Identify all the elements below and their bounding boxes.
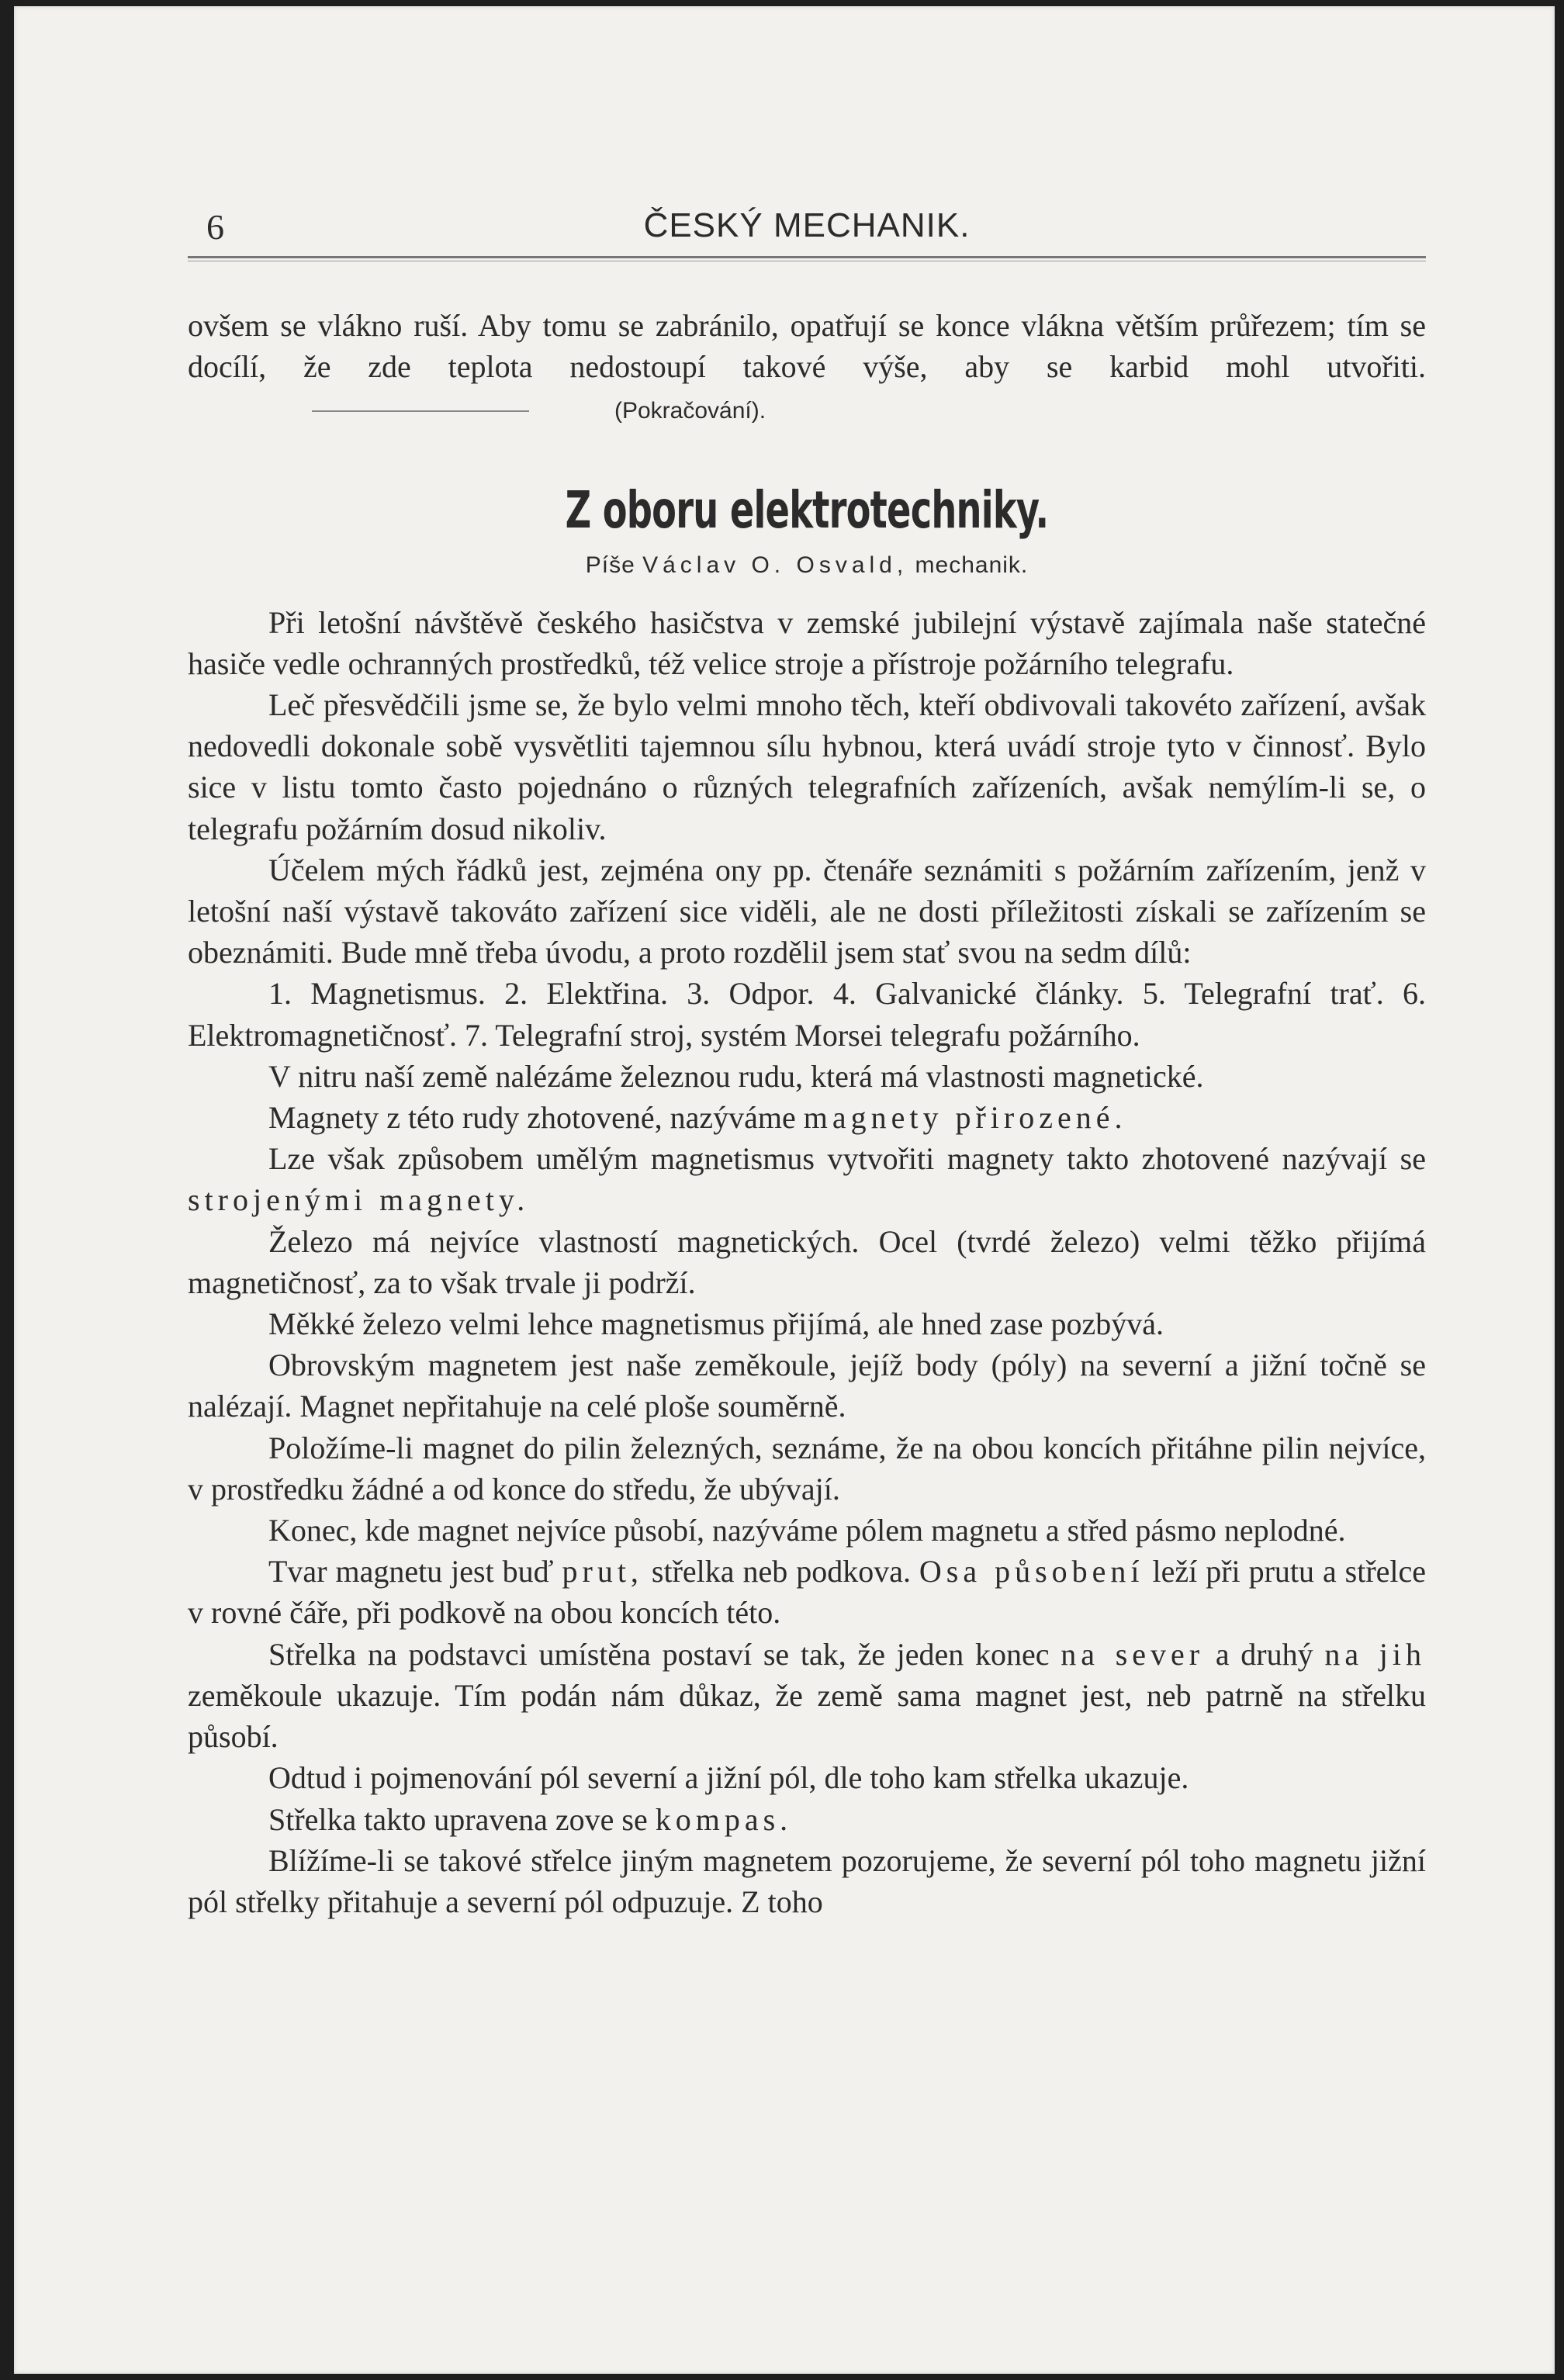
byline-prefix: Píše	[585, 552, 635, 578]
p14-emphasis-1: na sever	[1061, 1636, 1205, 1672]
paragraph-14	[188, 1634, 1426, 1758]
journal-title: ČESKÝ MECHANIK.	[643, 206, 971, 244]
article-title: Z oboru elektrotechniky.	[565, 479, 1049, 540]
paragraph-2: Leč přesvědčili jsme se, že bylo velmi mnoho těch, kteří obdivovali takovéto zařízení, avšak nedovedli dokonale sobě vysvětliti tajemnou sílu hybnou, která uvádí stroje tyto v činnosť. Bylo sice v listu tomto často pojednáno o různých telegrafních zařízeních, avšak nemýlím-li se, o telegrafu požárním dosud nikoliv.	[188, 687, 1426, 846]
page-number: 6	[206, 207, 225, 247]
p14-text-b: a druhý	[1215, 1636, 1313, 1672]
p14-text-a: Střelka na podstavci umístěna postaví se tak, že jeden konec	[268, 1636, 1050, 1672]
paragraph-6	[188, 1097, 1426, 1138]
p13-text-c: leží při prutu a střelce v rovné čáře, při podkově na obou koncích této.	[188, 1554, 1427, 1631]
paragraph-5: V nitru naší země nalézáme železnou rudu, která má vlastnosti magnetické.	[268, 1058, 1204, 1094]
page-sheet	[14, 6, 1555, 2374]
p7-text: Lze však způsobem umělým magnetismus vytvořiti magnety takto zhotovené nazývají se	[268, 1141, 1426, 1177]
continued-paragraph	[188, 305, 1426, 432]
continued-lines: ovšem se vlákno ruší. Aby tomu se zabránilo, opatřují se konce vlákna větším průřezem; tím se docílí, že zde teplota nedostoupí takové výše, aby se karbid mohl utvořiti.	[188, 308, 1426, 385]
paragraph-3: Účelem mých řádků jest, zejména ony pp. čtenáře seznámiti s požárním zařízením, jenž v letošní naší výstavě takováto zařízení sice viděli, ale ne dosti příležitosti získali se zařízením se obeznámiti. Bude mně třeba úvodu, a proto rozdělil jsem stať svou na sedm dílů:	[188, 852, 1426, 970]
paragraph-8: Železo má nejvíce vlastností magnetických. Ocel (tvrdé železo) velmi těžko přijímá magnetičnosť, za to však trvale ji podrží.	[188, 1223, 1426, 1300]
byline-author: Václav O. Osvald,	[642, 552, 908, 578]
running-header	[188, 206, 1426, 253]
p6-text: Magnety z této rudy zhotovené, nazýváme	[268, 1100, 796, 1136]
header-rule	[188, 256, 1426, 261]
p13-emphasis-1: prut,	[562, 1554, 643, 1590]
p14-emphasis-2: na jih	[1324, 1636, 1427, 1672]
article-body	[188, 602, 1426, 1923]
p14-text-c: zeměkoule ukazuje. Tím podán nám důkaz, že země sama magnet jest, neb patrně na střelku působí.	[188, 1677, 1426, 1755]
p16-emphasis: kompas.	[655, 1801, 793, 1837]
paragraph-17: Blížíme-li se takové střelce jiným magnetem pozorujeme, že severní pól toho magnetu jižní pól střelky přitahuje a severní pól odpuzuje. Z toho	[188, 1842, 1426, 1919]
p13-text-b: střelka neb podkova.	[651, 1554, 911, 1590]
paragraph-12: Konec, kde magnet nejvíce působí, nazýváme pólem magnetu a střed pásmo neplodné.	[268, 1513, 1346, 1548]
paragraph-15: Odtud i pojmenování pól severní a jižní pól, dle toho kam střelka ukazuje.	[268, 1760, 1189, 1796]
continued-text-block	[188, 305, 1426, 432]
paragraph-4-list: 1. Magnetismus. 2. Elektřina. 3. Odpor. 4. Galvanické články. 5. Telegrafní trať. 6. Elektromagnetičnosť. 7. Telegrafní stroj, systém Morsei telegrafu požárního.	[188, 976, 1426, 1053]
p7-emphasis: strojenými magnety.	[188, 1182, 530, 1218]
paragraph-13	[188, 1551, 1426, 1633]
article-byline	[188, 552, 1426, 579]
paragraph-10: Obrovským magnetem jest naše zeměkoule, jejíž body (póly) na severní a jižní točně se nalézají. Magnet nepřitahuje na celé ploše souměrně.	[188, 1347, 1426, 1424]
continuation-note: (Pokračování).	[614, 398, 766, 424]
paragraph-9: Měkké železo velmi lehce magnetismus přijímá, ale hned zase pozbývá.	[268, 1306, 1164, 1342]
paragraph-1: Při letošní návštěvě českého hasičstva v zemské jubilejní výstavě zajímala naše statečné hasiče vedle ochranných prostředků, též velice stroje a přístroje požárního telegrafu.	[188, 604, 1426, 681]
paragraph-16	[188, 1799, 1426, 1840]
page-content	[188, 206, 1426, 1922]
p6-emphasis: magnety přirozené.	[803, 1100, 1127, 1136]
p13-emphasis-2: Osa působení	[919, 1554, 1144, 1590]
section-divider	[312, 410, 529, 412]
p13-text-a: Tvar magnetu jest buď	[268, 1554, 554, 1590]
paragraph-11: Položíme-li magnet do pilin železných, seznáme, že na obou koncích přitáhne pilin nejvíce, v prostředku žádné a od konce do středu, že ubývají.	[188, 1430, 1426, 1507]
byline-suffix: mechanik.	[915, 552, 1029, 578]
p16-text: Střelka takto upravena zove se	[268, 1801, 648, 1837]
paragraph-7	[188, 1138, 1426, 1220]
